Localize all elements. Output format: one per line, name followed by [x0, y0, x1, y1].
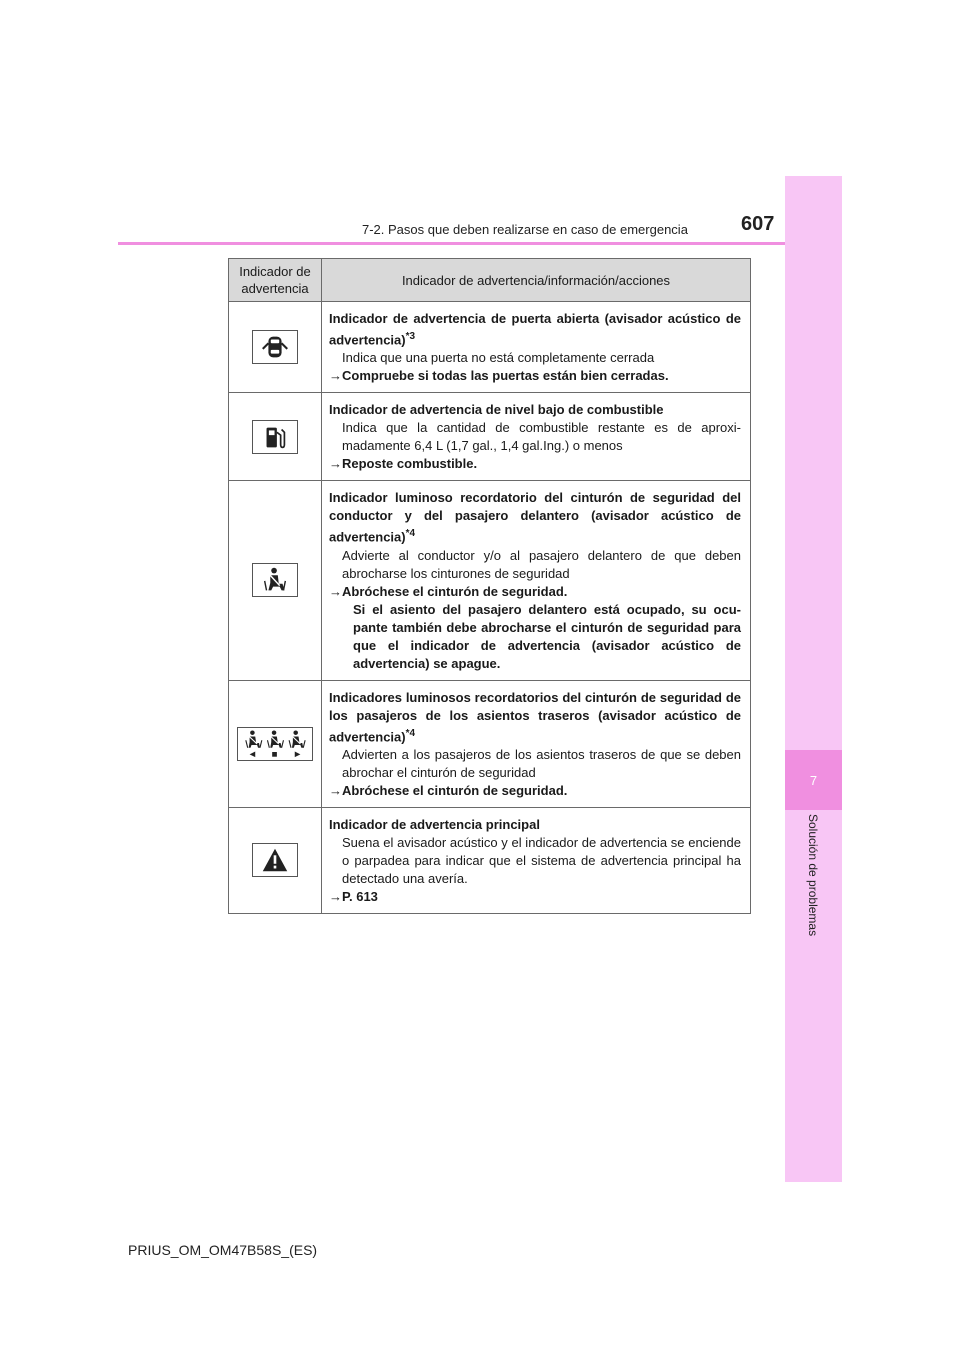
row-body: Indica que la cantidad de combustible restante es de aproximadamente 6,4 L (1,7 gal., 1,4 gal.Ing.) o menos [342, 420, 741, 454]
row-subnote: Si el asiento del pasajero delantero está ocupado, su ocupante también debe abrocharse el cinturón de seguridad para que el indicador de advertencia (avisador acústico de advertencia) se apague. [353, 601, 741, 671]
row-action: → Compruebe si todas las puertas están bien cerradas. [329, 368, 669, 384]
row-action: → Abróchese el cinturón de seguridad. [329, 583, 568, 599]
row-title: Indicador de advertencia de nivel bajo de combustible [329, 402, 664, 418]
row-body: Indica que una puerta no está completamente cerrada [342, 350, 655, 366]
row-title: Indicador luminoso recordatorio del cinturón de seguridad del conductor y del pasajero delantero (avisador acústico de advertencia)$^{*4}$ [329, 490, 741, 545]
header-description: Indicador de advertencia/información/acciones [322, 259, 751, 302]
chapter-number: 7 [785, 750, 842, 810]
table-row [229, 807, 751, 913]
row-title: Indicador de advertencia principal [329, 816, 540, 832]
header-rule [118, 242, 842, 245]
arrow-icon: → [329, 456, 342, 472]
arrow-icon: → [329, 583, 342, 599]
footnote-mark: *4 [405, 528, 416, 540]
page-number: 607 [741, 213, 775, 235]
row-title: Indicadores luminosos recordatorios del cinturón de seguridad de los pasajeros de los asientos traseros (avisador acústico de advertencia)$^{*4}$ [329, 689, 741, 744]
arrow-icon: → [329, 888, 342, 904]
header-indicator: Indicador de advertencia [229, 259, 322, 302]
seatbelt-reminder-icon [252, 563, 298, 597]
row-action: → Abróchese el cinturón de seguridad. [329, 782, 568, 798]
table-header-row [229, 259, 751, 302]
footnote-mark: *4 [405, 727, 416, 739]
door-open-warning-icon [252, 330, 298, 364]
row-body: Suena el avisador acústico y el indicador de advertencia se enciende o parpadea para indicar que el sistema de advertencia principal ha detectado una avería. [342, 834, 741, 886]
row-action: → P. 613 [329, 888, 378, 904]
arrow-icon: → [329, 368, 342, 384]
section-title: 7-2. Pasos que deben realizarse en caso de emergencia [362, 222, 688, 237]
footnote-mark: *3 [405, 331, 416, 342]
row-action: → Reposte combustible. [329, 456, 478, 472]
row-title: Indicador de advertencia de puerta abierta (avisador acústico de advertencia)$^{*3}$ [329, 311, 741, 348]
chapter-title: Solución de problemas [806, 814, 820, 937]
low-fuel-icon [252, 420, 298, 454]
warning-indicator-table [228, 258, 751, 914]
document-id: PRIUS_OM_OM47B58S_(ES) [128, 1242, 318, 1258]
master-warning-icon [252, 843, 298, 877]
chapter-side-tab [785, 176, 842, 1182]
arrow-icon: → [329, 782, 342, 798]
row-body: Advierten a los pasajeros de los asientos traseros de que se deben abrochar el cinturón de seguridad [342, 746, 741, 780]
row-body: Advierte al conductor y/o al pasajero delantero de que deben abrocharse los cinturones de seguridad [342, 547, 741, 581]
table-row [229, 393, 751, 481]
table-row [229, 680, 751, 807]
rear-seatbelt-reminder-icon [237, 727, 313, 761]
table-row [229, 481, 751, 680]
table-row [229, 302, 751, 393]
